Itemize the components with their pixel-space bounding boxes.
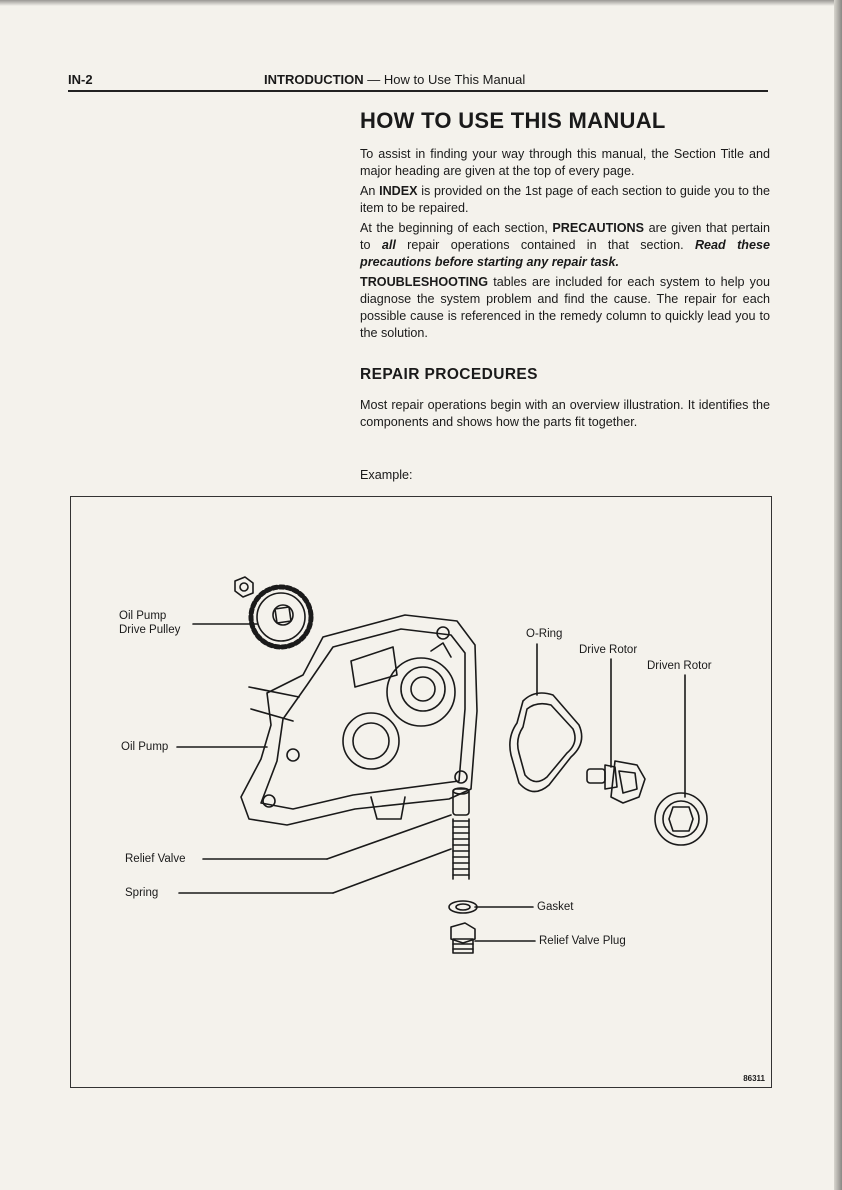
- label-oil-pump: Oil Pump: [121, 741, 169, 753]
- paragraph-troubleshooting: TROUBLESHOOTING tables are included for each system to help you diagnose the system problem and find the cause. The repair for each possible cause is referenced in the remedy column to quickly lead you to the solution.: [360, 275, 770, 340]
- section-subtitle: — How to Use This Manual: [363, 72, 526, 87]
- paragraph-overview: Most repair operations begin with an overview illustration. It identifies the components and shows how the parts fit together.: [360, 398, 770, 429]
- paragraph-precautions: At the beginning of each section, PRECAUTIONS are given that pertain to all repair operations contained in that section. Read these precautions before starting any repair task.: [360, 221, 770, 269]
- label-oil-pump-drive-pulley: Oil Pump Drive Pulley: [119, 610, 181, 636]
- intro-text: [360, 146, 770, 345]
- label-drive-rotor: Drive Rotor: [579, 644, 638, 656]
- figure-code: 86311: [743, 1074, 765, 1083]
- page-title: HOW TO USE THIS MANUAL: [360, 108, 666, 133]
- header-rule: [68, 90, 768, 92]
- label-spring: Spring: [125, 887, 159, 899]
- repair-procedures-heading: REPAIR PROCEDURES: [360, 366, 538, 383]
- overview-illustration: [70, 496, 772, 1088]
- label-gasket: Gasket: [537, 901, 574, 913]
- label-o-ring: O-Ring: [526, 628, 563, 640]
- precautions-note: Read these precautions before starting any repair task.: [360, 238, 770, 269]
- index-term: INDEX: [379, 184, 418, 198]
- paragraph-index: An INDEX is provided on the 1st page of each section to guide you to the item to be repaired.: [360, 184, 770, 215]
- section-title: INTRODUCTION: [264, 72, 364, 87]
- paragraph-section-title: To assist in finding your way through this manual, the Section Title and major heading are given at the top of every page.: [360, 147, 770, 178]
- label-relief-valve: Relief Valve: [125, 853, 186, 865]
- page-code: IN-2: [68, 72, 93, 87]
- label-driven-rotor: Driven Rotor: [647, 660, 712, 672]
- troubleshooting-term: TROUBLESHOOTING: [360, 275, 489, 289]
- precautions-term: PRECAUTIONS: [552, 221, 645, 235]
- example-label: Example:: [360, 468, 413, 482]
- scan-edge-shadow: [834, 0, 842, 1190]
- oil-pump-exploded-view: [71, 497, 771, 1087]
- scan-top-shadow: [0, 0, 842, 6]
- label-relief-valve-plug: Relief Valve Plug: [539, 935, 626, 947]
- running-header: [264, 72, 525, 87]
- repair-procedures-text: [360, 397, 770, 434]
